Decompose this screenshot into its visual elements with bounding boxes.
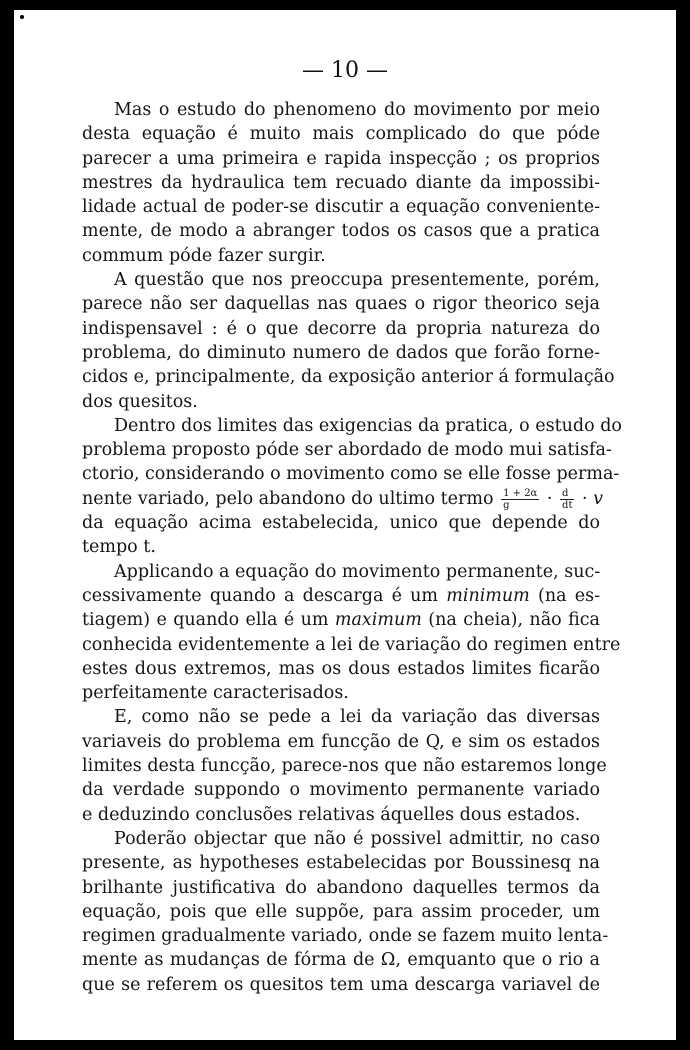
formula-dot: · <box>546 488 553 509</box>
text-line: brilhante justificativa do abandono daquelles termos da <box>82 877 600 898</box>
body-text <box>82 98 622 997</box>
text-line: problema proposto póde ser abordado de modo mui satisfa- <box>82 440 612 461</box>
text-line: problema, do diminuto numero de dados que forão forne- <box>82 342 600 363</box>
text-line: parece não ser daquellas nas quaes o rigor theorico seja <box>82 294 600 315</box>
book-page <box>14 10 676 1040</box>
italic-term: minimum <box>446 585 530 606</box>
formula-denominator: dt <box>562 499 573 511</box>
text-segment: nente variado, pelo abandono do ultimo termo <box>82 488 494 509</box>
text-line: mente as mudanças de fórma de Ω, emquanto que o rio a <box>82 950 600 971</box>
text-line: Applicando a equação do movimento permanente, suc- <box>114 561 601 582</box>
text-line: mestres da hydraulica tem recuado diante da impossibi- <box>82 172 600 193</box>
text-line: da verdade suppondo o movimento permanente variado <box>82 780 600 801</box>
italic-term: maximum <box>334 610 422 631</box>
text-segment: (na es- <box>538 585 600 606</box>
text-line: Poderão objectar que não é possivel admittir, no caso <box>114 828 600 849</box>
text-line: que se referem os quesitos tem uma descarga variavel de <box>82 974 600 995</box>
text-line: ctorio, considerando o movimento como se elle fosse perma- <box>82 464 620 485</box>
text-line: variaveis do problema em funcção de Q, e sim os estados <box>82 731 600 752</box>
text-line-with-italic <box>82 608 600 632</box>
text-line: limites desta funcção, parece-nos que não estaremos longe <box>82 756 607 777</box>
text-line: Dentro dos limites das exigencias da pratica, o estudo do <box>114 415 622 436</box>
text-segment: (na cheia), não fica <box>428 610 600 631</box>
text-line: parecer a uma primeira e rapida inspecção ; os proprios <box>82 148 600 169</box>
text-line: A questão que nos preoccupa presentemente, porém, <box>114 270 600 291</box>
text-line: desta equação é muito mais complicado do que póde <box>82 124 600 145</box>
text-line: Mas o estudo do phenomeno do movimento por meio <box>114 100 600 120</box>
formula-numerator: 1 + 2α <box>503 487 538 499</box>
text-line: commum póde fazer surgir. <box>82 245 326 266</box>
text-segment: cessivamente quando a descarga é um <box>82 585 439 606</box>
text-line: equação, pois que elle suppõe, para assim proceder, um <box>82 901 600 922</box>
text-line: da equação acima estabelecida, unico que depende do <box>82 513 600 534</box>
text-line: lidade actual de poder-se discutir a equação conveniente- <box>82 197 600 218</box>
text-line: E, como não se pede a lei da variação das diversas <box>114 707 600 728</box>
text-line-with-italic <box>82 584 600 608</box>
text-line: tempo t. <box>82 537 156 558</box>
text-line-with-formula <box>82 487 604 511</box>
text-line: indispensavel : é o que decorre da propria natureza do <box>82 318 600 339</box>
formula-fraction-1 <box>501 488 539 511</box>
formula-denominator: g <box>503 499 510 511</box>
text-line: estes dous extremos, mas os dous estados limites ficarão <box>82 658 600 679</box>
formula-fraction-2 <box>560 488 574 511</box>
formula-tail: · v <box>582 488 604 509</box>
text-segment: tiagem) e quando ella é um <box>82 610 329 631</box>
formula-numerator: d <box>560 488 574 500</box>
text-line: perfeitamente caracterisados. <box>82 683 349 704</box>
text-line: conhecida evidentemente a lei de variação do regimen entre <box>82 634 621 655</box>
text-line: dos quesitos. <box>82 391 198 412</box>
print-speck <box>20 15 24 19</box>
page-number: — 10 — <box>302 58 388 83</box>
text-line: presente, as hypotheses estabelecidas por Boussinesq na <box>82 853 600 874</box>
text-line: regimen gradualmente variado, onde se fazem muito lenta- <box>82 926 609 947</box>
text-line: e deduzindo conclusões relativas áquelles dous estados. <box>82 804 581 825</box>
text-line: cidos e, principalmente, da exposição anterior á formulação <box>82 367 615 388</box>
text-line: mente, de modo a abranger todos os casos que a pratica <box>82 221 600 242</box>
